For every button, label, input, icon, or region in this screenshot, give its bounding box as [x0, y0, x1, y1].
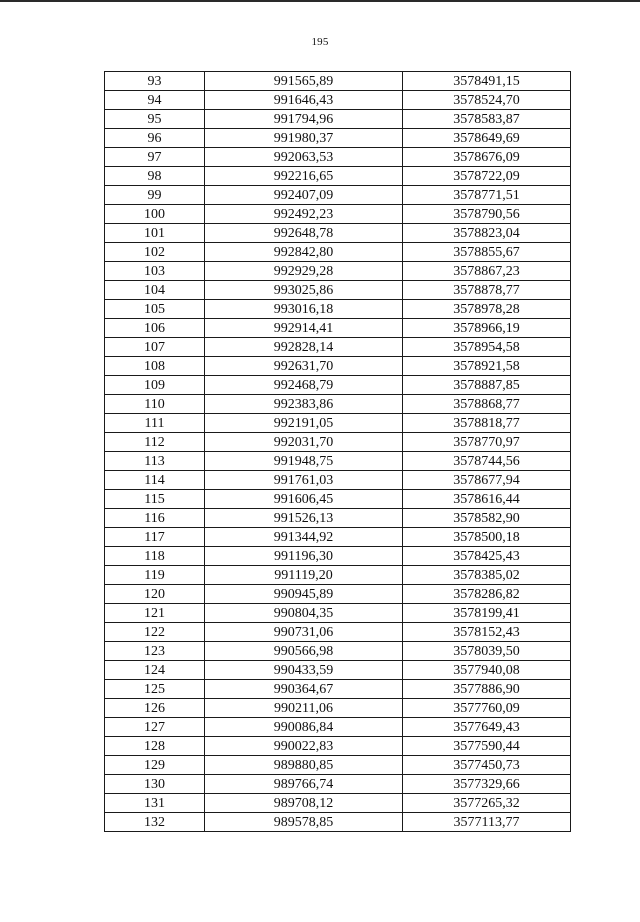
point-number-cell: 98 [105, 167, 205, 186]
x-coordinate-cell: 992468,79 [205, 376, 403, 395]
point-number-cell: 121 [105, 604, 205, 623]
point-number-cell: 124 [105, 661, 205, 680]
point-number-cell: 108 [105, 357, 205, 376]
x-coordinate-cell: 993016,18 [205, 300, 403, 319]
x-coordinate-cell: 991646,43 [205, 91, 403, 110]
table-row [105, 414, 571, 433]
y-coordinate-cell: 3578855,67 [403, 243, 571, 262]
y-coordinate-cell: 3578286,82 [403, 585, 571, 604]
point-number-cell: 102 [105, 243, 205, 262]
y-coordinate-cell: 3577590,44 [403, 737, 571, 756]
y-coordinate-cell: 3578616,44 [403, 490, 571, 509]
x-coordinate-cell: 991344,92 [205, 528, 403, 547]
y-coordinate-cell: 3577940,08 [403, 661, 571, 680]
x-coordinate-cell: 990364,67 [205, 680, 403, 699]
y-coordinate-cell: 3578524,70 [403, 91, 571, 110]
table-row [105, 585, 571, 604]
x-coordinate-cell: 992492,23 [205, 205, 403, 224]
table-row [105, 262, 571, 281]
coordinates-table-body [105, 72, 571, 832]
y-coordinate-cell: 3577886,90 [403, 680, 571, 699]
x-coordinate-cell: 992914,41 [205, 319, 403, 338]
x-coordinate-cell: 990433,59 [205, 661, 403, 680]
x-coordinate-cell: 991980,37 [205, 129, 403, 148]
point-number-cell: 119 [105, 566, 205, 585]
point-number-cell: 115 [105, 490, 205, 509]
point-number-cell: 99 [105, 186, 205, 205]
y-coordinate-cell: 3577450,73 [403, 756, 571, 775]
point-number-cell: 93 [105, 72, 205, 91]
point-number-cell: 97 [105, 148, 205, 167]
y-coordinate-cell: 3578978,28 [403, 300, 571, 319]
x-coordinate-cell: 990945,89 [205, 585, 403, 604]
table-row [105, 129, 571, 148]
point-number-cell: 126 [105, 699, 205, 718]
x-coordinate-cell: 991196,30 [205, 547, 403, 566]
y-coordinate-cell: 3578039,50 [403, 642, 571, 661]
point-number-cell: 113 [105, 452, 205, 471]
point-number-cell: 109 [105, 376, 205, 395]
table-row [105, 72, 571, 91]
table-row [105, 509, 571, 528]
y-coordinate-cell: 3578676,09 [403, 148, 571, 167]
point-number-cell: 107 [105, 338, 205, 357]
x-coordinate-cell: 992063,53 [205, 148, 403, 167]
x-coordinate-cell: 992031,70 [205, 433, 403, 452]
point-number-cell: 125 [105, 680, 205, 699]
y-coordinate-cell: 3578954,58 [403, 338, 571, 357]
x-coordinate-cell: 989578,85 [205, 813, 403, 832]
table-row [105, 357, 571, 376]
table-row [105, 604, 571, 623]
table-row [105, 737, 571, 756]
x-coordinate-cell: 992631,70 [205, 357, 403, 376]
y-coordinate-cell: 3578878,77 [403, 281, 571, 300]
table-row [105, 300, 571, 319]
table-row [105, 110, 571, 129]
y-coordinate-cell: 3578818,77 [403, 414, 571, 433]
point-number-cell: 96 [105, 129, 205, 148]
table-row [105, 547, 571, 566]
point-number-cell: 127 [105, 718, 205, 737]
x-coordinate-cell: 992191,05 [205, 414, 403, 433]
x-coordinate-cell: 990566,98 [205, 642, 403, 661]
coordinates-table [104, 71, 571, 832]
point-number-cell: 112 [105, 433, 205, 452]
table-row [105, 642, 571, 661]
point-number-cell: 130 [105, 775, 205, 794]
x-coordinate-cell: 991565,89 [205, 72, 403, 91]
x-coordinate-cell: 991526,13 [205, 509, 403, 528]
table-row [105, 167, 571, 186]
y-coordinate-cell: 3578868,77 [403, 395, 571, 414]
x-coordinate-cell: 991119,20 [205, 566, 403, 585]
y-coordinate-cell: 3578790,56 [403, 205, 571, 224]
x-coordinate-cell: 990086,84 [205, 718, 403, 737]
y-coordinate-cell: 3578921,58 [403, 357, 571, 376]
table-row [105, 243, 571, 262]
point-number-cell: 120 [105, 585, 205, 604]
table-row [105, 528, 571, 547]
point-number-cell: 132 [105, 813, 205, 832]
table-row [105, 224, 571, 243]
table-row [105, 148, 571, 167]
x-coordinate-cell: 992648,78 [205, 224, 403, 243]
y-coordinate-cell: 3577760,09 [403, 699, 571, 718]
page-top-rule [0, 0, 640, 2]
y-coordinate-cell: 3578966,19 [403, 319, 571, 338]
point-number-cell: 106 [105, 319, 205, 338]
y-coordinate-cell: 3578491,15 [403, 72, 571, 91]
table-row [105, 338, 571, 357]
table-row [105, 756, 571, 775]
y-coordinate-cell: 3578582,90 [403, 509, 571, 528]
point-number-cell: 114 [105, 471, 205, 490]
x-coordinate-cell: 990804,35 [205, 604, 403, 623]
table-row [105, 680, 571, 699]
y-coordinate-cell: 3578744,56 [403, 452, 571, 471]
y-coordinate-cell: 3578199,41 [403, 604, 571, 623]
table-row [105, 775, 571, 794]
y-coordinate-cell: 3578649,69 [403, 129, 571, 148]
table-row [105, 661, 571, 680]
point-number-cell: 129 [105, 756, 205, 775]
point-number-cell: 95 [105, 110, 205, 129]
x-coordinate-cell: 989880,85 [205, 756, 403, 775]
table-row [105, 433, 571, 452]
table-row [105, 91, 571, 110]
x-coordinate-cell: 991794,96 [205, 110, 403, 129]
y-coordinate-cell: 3578770,97 [403, 433, 571, 452]
table-row [105, 490, 571, 509]
point-number-cell: 128 [105, 737, 205, 756]
point-number-cell: 116 [105, 509, 205, 528]
table-row [105, 471, 571, 490]
table-row [105, 813, 571, 832]
y-coordinate-cell: 3578867,23 [403, 262, 571, 281]
x-coordinate-cell: 992828,14 [205, 338, 403, 357]
point-number-cell: 123 [105, 642, 205, 661]
y-coordinate-cell: 3578722,09 [403, 167, 571, 186]
point-number-cell: 118 [105, 547, 205, 566]
table-row [105, 452, 571, 471]
x-coordinate-cell: 992216,65 [205, 167, 403, 186]
x-coordinate-cell: 992842,80 [205, 243, 403, 262]
y-coordinate-cell: 3578500,18 [403, 528, 571, 547]
x-coordinate-cell: 992929,28 [205, 262, 403, 281]
x-coordinate-cell: 989708,12 [205, 794, 403, 813]
x-coordinate-cell: 991761,03 [205, 471, 403, 490]
y-coordinate-cell: 3578887,85 [403, 376, 571, 395]
table-row [105, 718, 571, 737]
x-coordinate-cell: 992407,09 [205, 186, 403, 205]
table-row [105, 186, 571, 205]
x-coordinate-cell: 990731,06 [205, 623, 403, 642]
point-number-cell: 100 [105, 205, 205, 224]
point-number-cell: 101 [105, 224, 205, 243]
table-row [105, 623, 571, 642]
table-row [105, 281, 571, 300]
table-row [105, 699, 571, 718]
y-coordinate-cell: 3578385,02 [403, 566, 571, 585]
point-number-cell: 103 [105, 262, 205, 281]
point-number-cell: 111 [105, 414, 205, 433]
table-row [105, 319, 571, 338]
point-number-cell: 131 [105, 794, 205, 813]
x-coordinate-cell: 991606,45 [205, 490, 403, 509]
point-number-cell: 110 [105, 395, 205, 414]
x-coordinate-cell: 990211,06 [205, 699, 403, 718]
page-number: 195 [311, 36, 329, 48]
x-coordinate-cell: 990022,83 [205, 737, 403, 756]
table-row [105, 376, 571, 395]
x-coordinate-cell: 989766,74 [205, 775, 403, 794]
point-number-cell: 94 [105, 91, 205, 110]
y-coordinate-cell: 3578152,43 [403, 623, 571, 642]
x-coordinate-cell: 992383,86 [205, 395, 403, 414]
point-number-cell: 122 [105, 623, 205, 642]
y-coordinate-cell: 3577265,32 [403, 794, 571, 813]
point-number-cell: 104 [105, 281, 205, 300]
y-coordinate-cell: 3578823,04 [403, 224, 571, 243]
y-coordinate-cell: 3578771,51 [403, 186, 571, 205]
table-row [105, 205, 571, 224]
point-number-cell: 105 [105, 300, 205, 319]
x-coordinate-cell: 993025,86 [205, 281, 403, 300]
table-row [105, 566, 571, 585]
y-coordinate-cell: 3578677,94 [403, 471, 571, 490]
table-row [105, 794, 571, 813]
y-coordinate-cell: 3577113,77 [403, 813, 571, 832]
y-coordinate-cell: 3577329,66 [403, 775, 571, 794]
y-coordinate-cell: 3578425,43 [403, 547, 571, 566]
y-coordinate-cell: 3578583,87 [403, 110, 571, 129]
y-coordinate-cell: 3577649,43 [403, 718, 571, 737]
table-row [105, 395, 571, 414]
point-number-cell: 117 [105, 528, 205, 547]
x-coordinate-cell: 991948,75 [205, 452, 403, 471]
